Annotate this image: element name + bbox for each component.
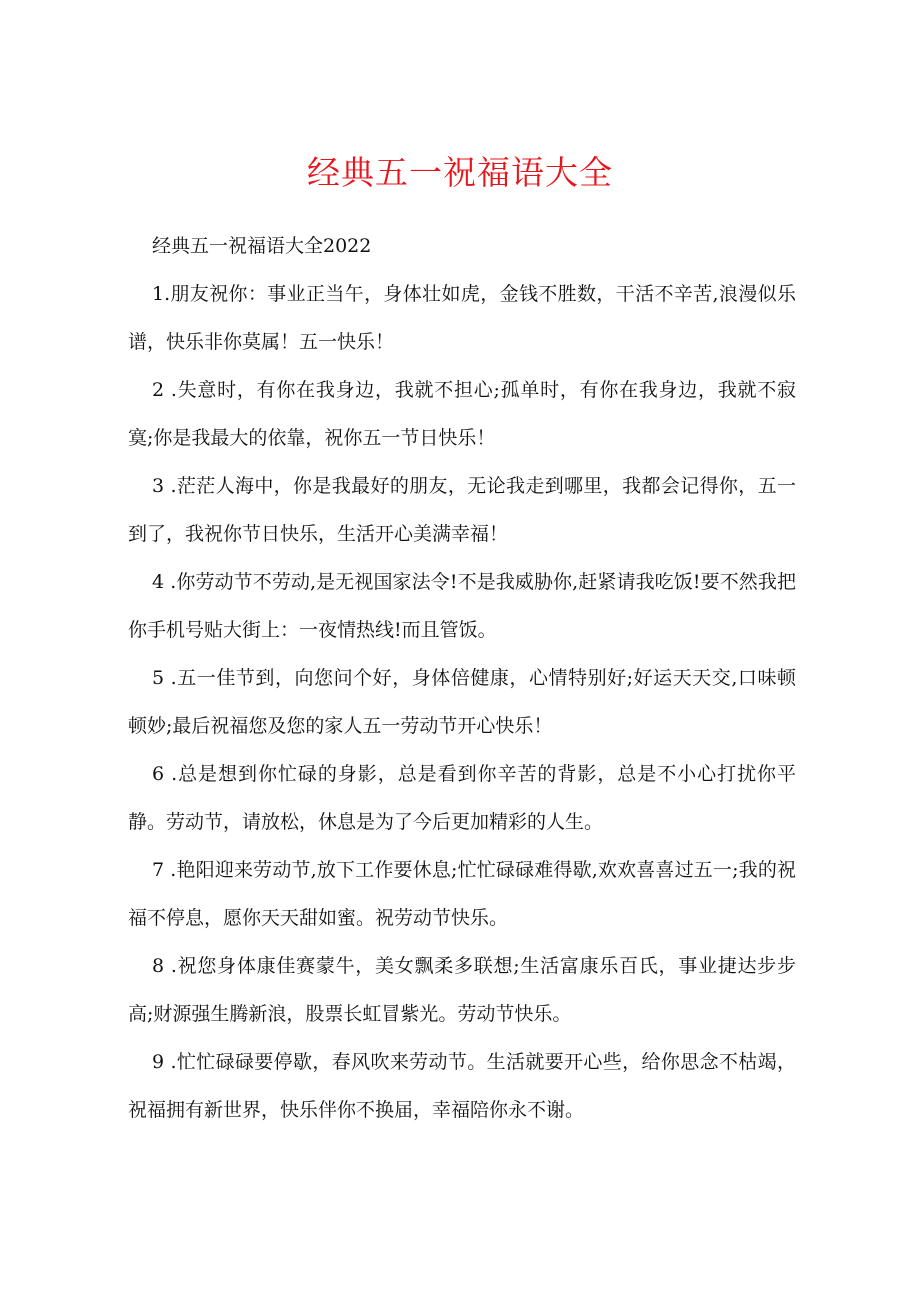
blessing-item-5: 5 .五一佳节到，向您问个好，身体倍健康，心情特别好;好运天天交,口味顿顿妙;最后祝福您及您的家人五一劳动节开心快乐！ [128, 667, 796, 737]
blessing-item-9: 9 .忙忙碌碌要停歇，春风吹来劳动节。生活就要开心些，给你思念不枯竭，祝福拥有新世界，快乐伴你不换届，幸福陪你永不谢。 [128, 1051, 796, 1121]
document-body [128, 222, 796, 1134]
blessing-item-1: 1.朋友祝你：事业正当午，身体壮如虎，金钱不胜数，干活不辛苦,浪漫似乐谱，快乐非你莫属！五一快乐！ [128, 283, 796, 353]
blessing-item-2: 2 .失意时，有你在我身边，我就不担心;孤单时，有你在我身边，我就不寂寞;你是我最大的依靠，祝你五一节日快乐！ [128, 379, 796, 449]
blessing-item-4: 4 .你劳动节不劳动,是无视国家法令!不是我威胁你,赶紧请我吃饭!要不然我把你手机号贴大街上：一夜情热线!而且管饭。 [128, 571, 796, 641]
page-title: 经典五一祝福语大全 [307, 153, 613, 193]
document-subtitle: 经典五一祝福语大全2022 [152, 235, 372, 257]
blessing-item-7: 7 .艳阳迎来劳动节,放下工作要休息;忙忙碌碌难得歇,欢欢喜喜过五一;我的祝福不停息，愿你天天甜如蜜。祝劳动节快乐。 [128, 859, 796, 929]
blessing-item-8: 8 .祝您身体康佳赛蒙牛，美女飘柔多联想;生活富康乐百氏，事业捷达步步高;财源强生腾新浪，股票长虹冒紫光。劳动节快乐。 [128, 955, 796, 1025]
blessing-item-3: 3 .茫茫人海中，你是我最好的朋友，无论我走到哪里，我都会记得你，五一到了，我祝你节日快乐，生活开心美满幸福！ [128, 475, 796, 545]
blessing-item-6: 6 .总是想到你忙碌的身影，总是看到你辛苦的背影，总是不小心打扰你平静。劳动节，请放松，休息是为了今后更加精彩的人生。 [128, 763, 796, 833]
